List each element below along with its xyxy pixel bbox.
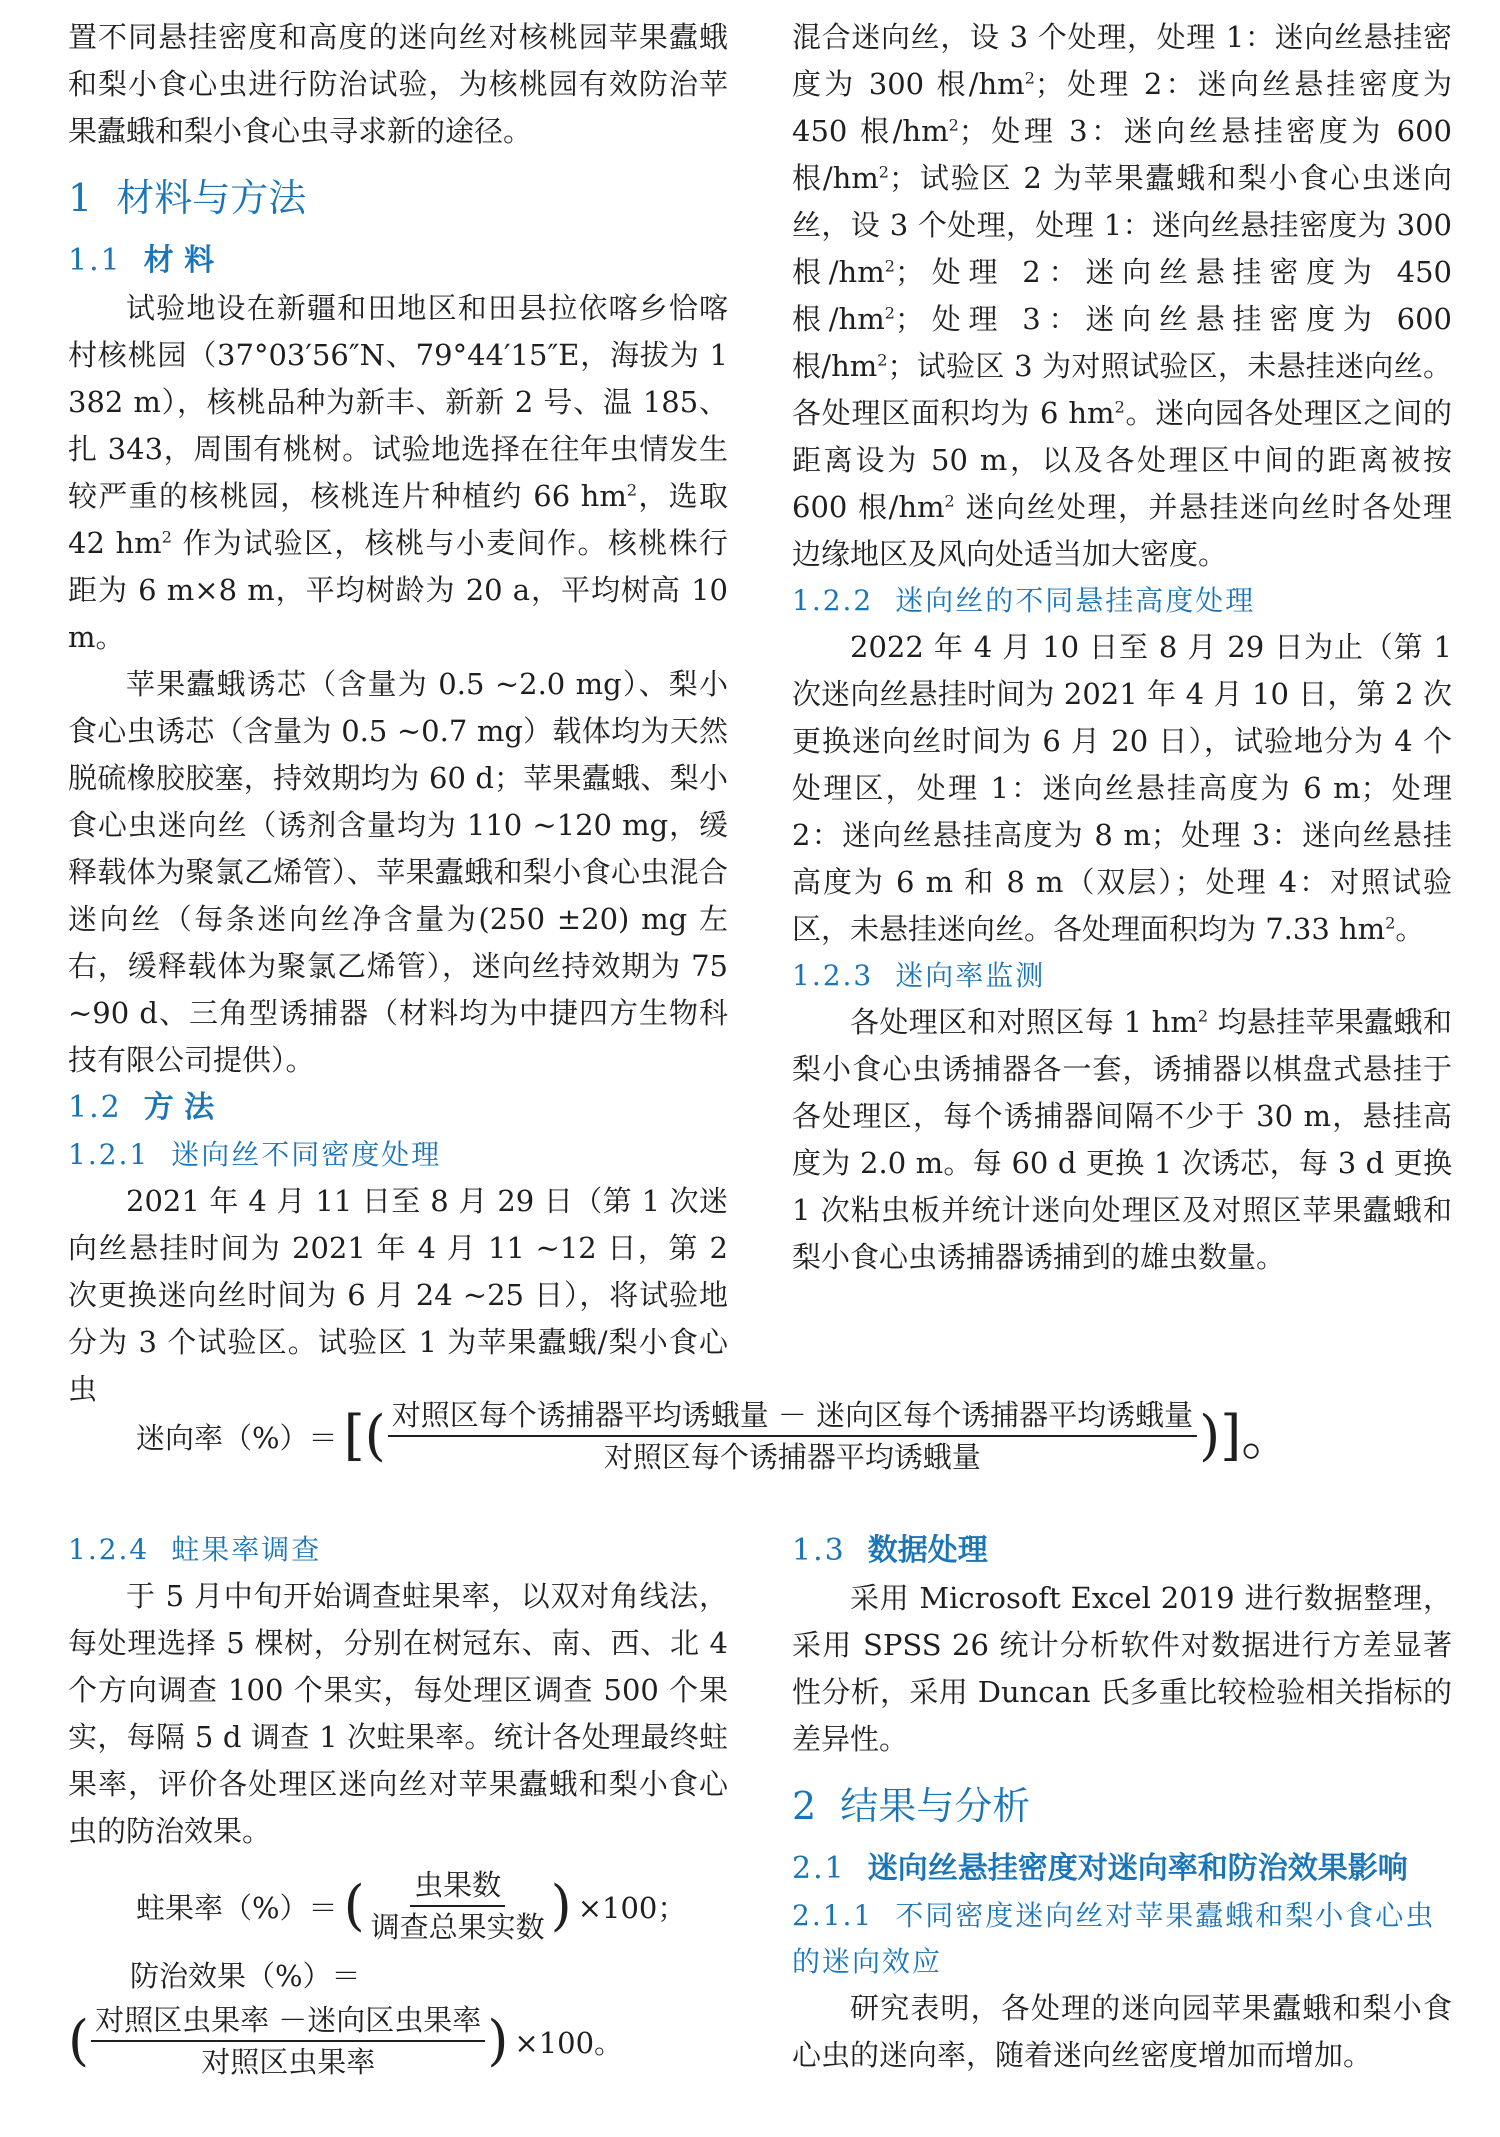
bottom-right-column: [792, 1527, 1452, 2079]
paragraph-results-start: 研究表明，各处理的迷向园苹果蠹蛾和梨小食心虫的迷向率，随着迷向丝密度增加而增加。: [792, 1991, 1452, 2072]
section-heading-1: [68, 169, 728, 227]
paragraph-height-treatment: 2022 年 4 月 10 日至 8 月 29 日为止（第 1 次迷向丝悬挂时间为 2021 年 4 月 10 日，第 2 次更换迷向丝时间为 6 月 20 日），试验地分为 4 个处理区，处理 1：迷向丝悬挂高度为 6 m；处理 2：迷向丝悬挂高度为 8 m；处理 3：迷向丝悬挂高度为 6 m 和 8 m（双层）；处理 4：对照试验区，未悬挂迷向丝。各处理面积均为 7.33 $hm^2$。: [792, 630, 1452, 946]
paragraph-density-treatment: 2021 年 4 月 11 日至 8 月 29 日（第 1 次迷向丝悬挂时间为 2021 年 4 月 11 ~12 日，第 2 次更换迷向丝时间为 6 月 24 ~25 日），将试验地分为 3 个试验区。试验区 1 为苹果蠹蛾/梨小食心虫: [68, 1184, 728, 1406]
subsubsection-heading-2-1-1: 2.1.1 不同密度迷向丝对苹果蠹蛾和梨小食心虫的迷向效应: [792, 1899, 1436, 1978]
control-effect-formula: ( $\frac{\text{对照区虫果率 －迷向区虫果率}}{\text{对照区虫果率}}$ ) ×100。: [68, 2000, 728, 2082]
subsubsection-heading-1-2-1: 1.2.1 迷向丝不同密度处理: [68, 1138, 442, 1171]
section-number: 1: [68, 176, 93, 220]
subsection-title: 材 料: [143, 243, 215, 278]
subsection-number: 1.2: [68, 1090, 122, 1125]
subsection-heading-2-1: 2.1 迷向丝悬挂密度对迷向率和防治效果影响: [792, 1851, 1408, 1886]
control-effect-lhs: 防治效果（%）＝: [130, 1959, 361, 1993]
formula-close-bracket: )]。: [1199, 1404, 1296, 1467]
left-column: [68, 14, 728, 1413]
formula-numerator: 对照区每个诱捕器平均诱蛾量 － 迷向区每个诱捕器平均诱蛾量: [388, 1395, 1197, 1437]
subsubsection-heading-1-2-4: 1.2.4 蛀果率调查: [68, 1533, 322, 1566]
paragraph-density-treatment-cont: 混合迷向丝，设 3 个处理，处理 1：迷向丝悬挂密度为 300 根$/hm^2$；处理 2：迷向丝悬挂密度为 450 根$/hm^2$；处理 3：迷向丝悬挂密度为 600 根$/hm^2$；试验区 2 为苹果蠹蛾和梨小食心虫迷向丝，设 3 个处理，处理 1：迷向丝悬挂密度为 300 根$/hm^2$；处理 2：迷向丝悬挂密度为 450 根$/hm^2$；处理 3：迷向丝悬挂密度为 600 根$/hm^2$；试验区 3 为对照试验区，未悬挂迷向丝。各处理区面积均为 6 $hm^2$。迷向园各处理区之间的距离设为 50 m，以及各处理区中间的距离被按 600 根$/hm^2$ 迷向丝处理，并悬挂迷向丝时各处理边缘地区及风向处适当加大密度。: [792, 20, 1453, 571]
subsection-heading-1-2: [68, 1084, 728, 1132]
paragraph-intro-end: 置不同悬挂密度和高度的迷向丝对核桃园苹果蠹蛾和梨小食心虫进行防治试验，为核桃园有效防治苹果蠹蛾和梨小食心虫寻求新的途径。: [68, 20, 728, 148]
subsection-heading-1-1: [68, 237, 728, 285]
subsection-number: 1.1: [68, 243, 122, 278]
subsubsection-heading-1-2-2: 1.2.2 迷向丝的不同悬挂高度处理: [792, 584, 1256, 617]
formula-denominator: 对照区每个诱捕器平均诱蛾量: [603, 1440, 981, 1474]
subsubsection-heading-1-2-3: 1.2.3 迷向率监测: [792, 959, 1046, 992]
paragraph-fruit-survey: 于 5 月中旬开始调查蛀果率，以双对角线法，每处理选择 5 棵树，分别在树冠东、南、西、北 4 个方向调查 100 个果实，每处理区调查 500 个果实，每隔 5 d 调查 1 次蛀果率。统计各处理最终蛀果率，评价各处理区迷向丝对苹果蠹蛾和梨小食心虫的防治效果。: [68, 1579, 728, 1848]
paragraph-data-processing: 采用 Microsoft Excel 2019 进行数据整理，采用 SPSS 26 统计分析软件对数据进行方差显著性分析，采用 Duncan 氏多重比较检验相关指标的差异性。: [792, 1581, 1452, 1756]
formula-open-bracket: [(: [343, 1404, 386, 1467]
bottom-left-column: [68, 1527, 728, 2082]
subsection-title: 方 法: [143, 1090, 215, 1125]
formula-fraction: [388, 1395, 1197, 1477]
section-heading-2: 2 结果与分析: [792, 1784, 1031, 1828]
subsection-heading-1-3: 1.3 数据处理: [792, 1533, 988, 1568]
paragraph-materials: 苹果蠹蛾诱芯（含量为 0.5 ~2.0 mg）、梨小食心虫诱芯（含量为 0.5 ~0.7 mg）载体均为天然脱硫橡胶胶塞，持效期均为 60 d；苹果蠹蛾、梨小食心虫迷向丝（诱剂含量均为 110 ~120 mg，缓释载体为聚氯乙烯管）、苹果蠹蛾和梨小食心虫混合迷向丝（每条迷向丝净含量为(250 ±20) mg 左右，缓释载体为聚氯乙烯管），迷向丝持效期为 75 ~90 d、三角型诱捕器（材料均为中捷四方生物科技有限公司提供）。: [68, 667, 728, 1077]
disorientation-rate-formula: [130, 1395, 1430, 1477]
damage-rate-formula: 蛀果率（%）＝ ( $\frac{\text{虫果数}}{\text{调查总果实数}}$ ) ×100；: [130, 1865, 728, 1947]
paragraph-site: 试验地设在新疆和田地区和田县拉依喀乡恰喀村核桃园（37°03′56″N、79°44′15″E，海拔为 1 382 m），核桃品种为新丰、新新 2 号、温 185、扎 343，周围有桃树。试验地选择在往年虫情发生较严重的核桃园，核桃连片种植约 66 $hm^2$，选取 42 $hm^2$ 作为试验区，核桃与小麦间作。核桃株行距为 6 m×8 m，平均树龄为 20 a，平均树高 10 m。: [68, 291, 728, 654]
paragraph-monitoring: 各处理区和对照区每 1 $hm^2$ 均悬挂苹果蠹蛾和梨小食心虫诱捕器各一套，诱捕器以棋盘式悬挂于各处理区，每个诱捕器间隔不少于 30 m，悬挂高度为 2.0 m。每 60 d 更换 1 次诱芯，每 3 d 更换 1 次粘虫板并统计迷向处理区及对照区苹果蠹蛾和梨小食心虫诱捕器诱捕到的雄虫数量。: [792, 1005, 1452, 1274]
right-column: [792, 14, 1452, 1281]
formula-lhs: 迷向率（%）＝: [136, 1420, 338, 1455]
section-title: 材料与方法: [116, 176, 307, 220]
